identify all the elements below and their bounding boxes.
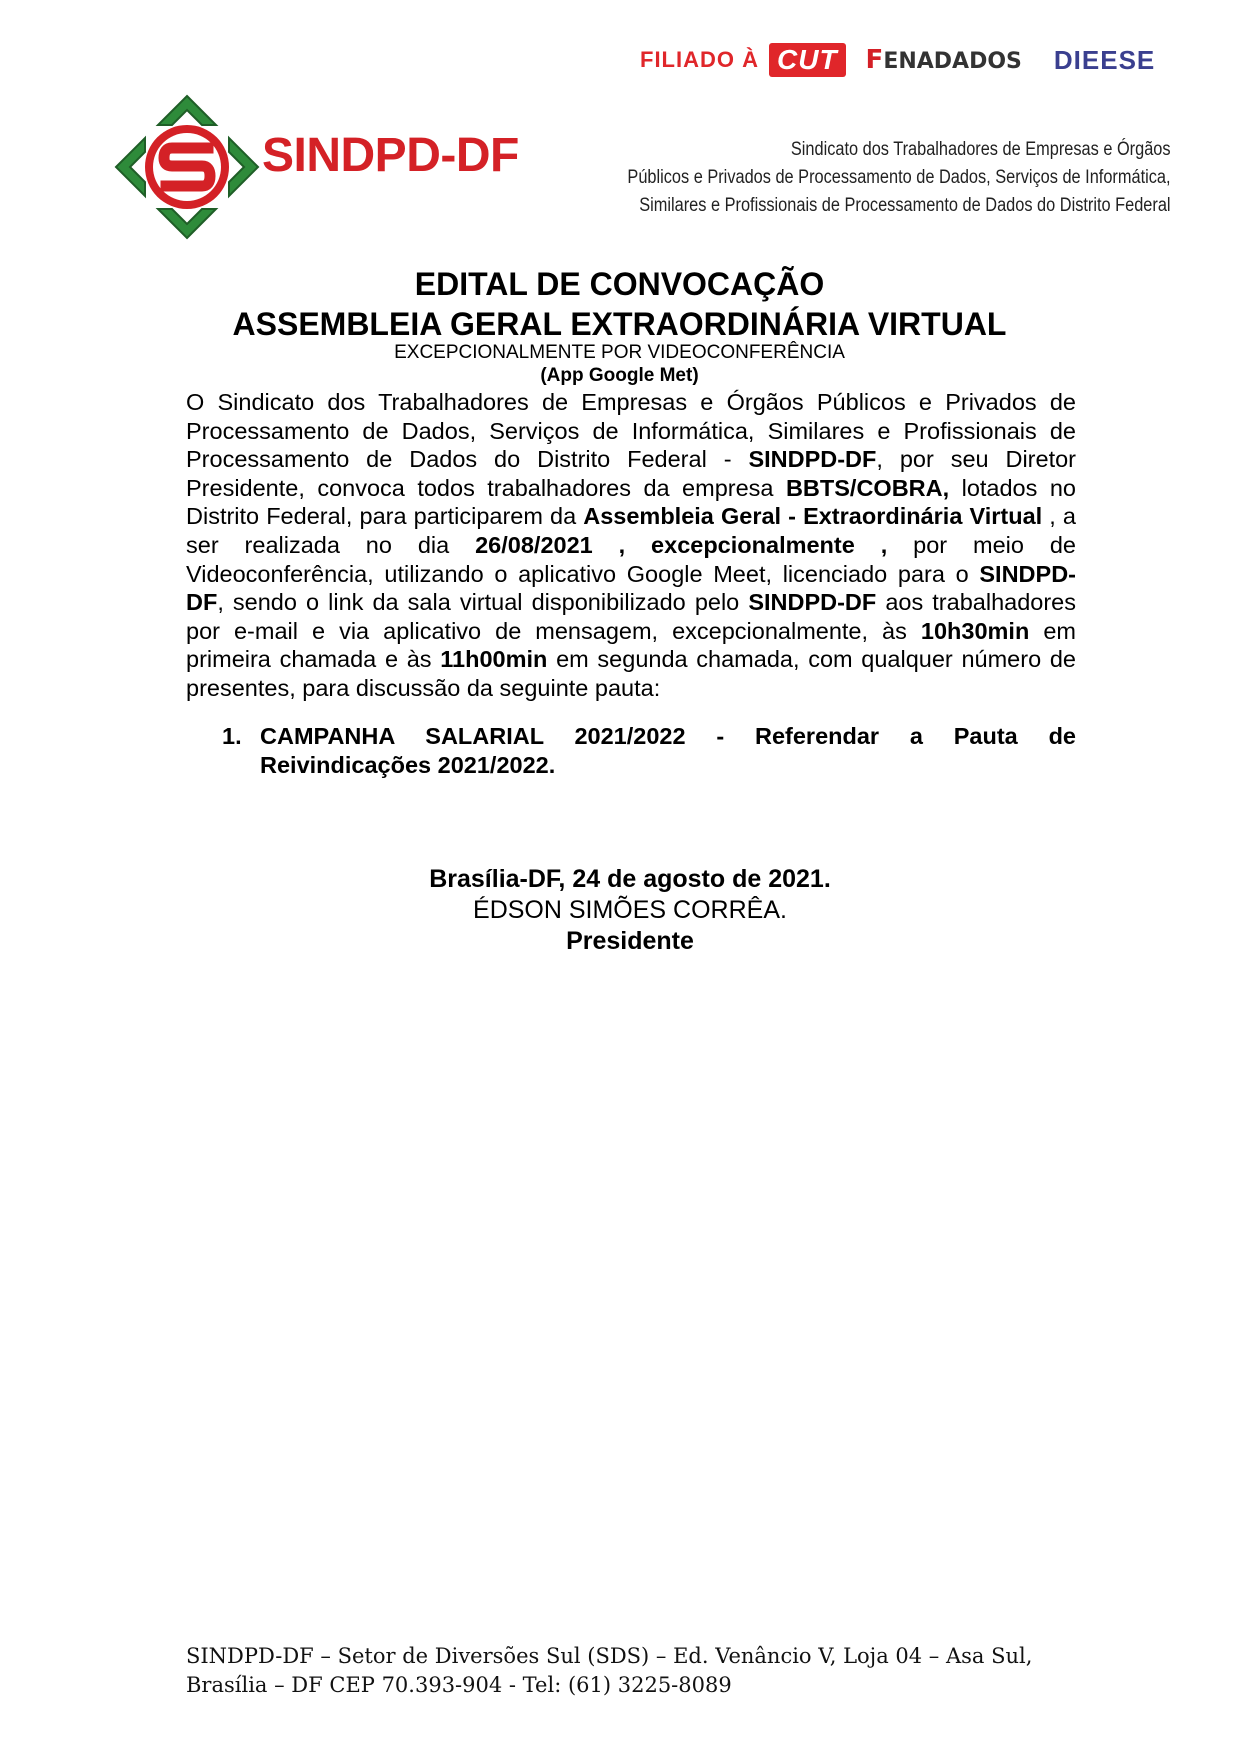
body-text: por meio de Videoconferência, utilizando o aplicativo Google Meet, licenciado para o [186,531,1076,587]
affiliates-bar [640,40,1200,80]
body-text: lotados no Distrito Federal, para participarem da [186,474,1076,530]
agenda-item [222,722,1076,780]
title-line-1: EDITAL DE CONVOCAÇÃO [414,266,825,302]
company-name: BBTS/COBRA, [785,474,950,501]
title-line-2: ASSEMBLEIA GERAL EXTRAORDINÁRIA VIRTUAL [232,306,1007,342]
agenda-item-text: CAMPANHA SALARIAL 2021/2022 - Referendar a Pauta de Reivindicações 2021/2022. [260,723,1076,778]
assembly-name: Assembleia Geral - Extraordinária Virtual [583,503,1043,530]
footer-address [186,1642,1086,1700]
footer-line: SINDPD-DF – Setor de Diversões Sul (SDS) – Ed. Venâncio V, Loja 04 – Asa Sul, [186,1644,1033,1668]
org-full-name-line: Sindicato dos Trabalhadores de Empresas e Órgãos [791,139,1171,160]
first-call-time: 10h30min [920,617,1030,644]
dieese-logo: DIEESE [1053,44,1156,75]
org-full-name-line: Similares e Profissionais de Processamento de Dados do Distrito Federal [639,195,1171,216]
convocation-paragraph [186,388,1076,703]
org-name-bold: SINDPD-DF [748,589,877,616]
body-text: O Sindicato dos Trabalhadores de Empresas e Órgãos Públicos e Privados de Processamento de Dados, Serviços de Informática, Similares e Profissionais de Processamento de Dados do Distrito Federal - [186,389,1076,473]
body-text: , por seu Diretor Presidente, convoca todos trabalhadores da empresa [186,446,1076,501]
org-full-name [628,136,1171,220]
signature-block [0,864,1239,957]
sindpd-logo-icon [112,92,262,242]
affiliated-label: FILIADO À [640,47,759,72]
body-text: , sendo o link da sala virtual disponibilizado pelo [217,589,749,616]
signer-name: ÉDSON SIMÕES CORRÊA. [473,896,787,924]
assembly-date: 26/08/2021 , excepcionalmente , [475,531,888,558]
body-text: em primeira chamada e às [186,617,1076,673]
fenadados-logo: FENADADOS [865,45,1022,75]
org-full-name-line: Públicos e Privados de Processamento de Dados, Serviços de Informática, [627,167,1171,188]
body-text: aos trabalhadores por e-mail e via aplicativo de mensagem, excepcionalmente, às [186,589,1076,644]
document-title [0,264,1239,344]
document-subtitle: EXCEPCIONALMENTE POR VIDEOCONFERÊNCIA [394,342,845,363]
org-name-bold: SINDPD-DF [186,560,1076,616]
body-text: , a ser realizada no dia [186,503,1076,558]
org-name-bold: SINDPD-DF [748,446,877,473]
signer-role: Presidente [566,927,694,955]
agenda-item-number: 1. [222,723,242,749]
org-short-name: SINDPD-DF [262,129,519,182]
app-note: (App Google Met) [540,365,699,386]
place-date: Brasília-DF, 24 de agosto de 2021. [429,865,831,893]
body-text: em segunda chamada, com qualquer número de presentes, para discussão da seguinte pauta: [186,646,1076,701]
cut-logo: CUT [769,43,846,77]
second-call-time: 11h00min [440,646,548,673]
footer-line: Brasília – DF CEP 70.393-904 - Tel: (61) 3225-8089 [186,1673,732,1697]
